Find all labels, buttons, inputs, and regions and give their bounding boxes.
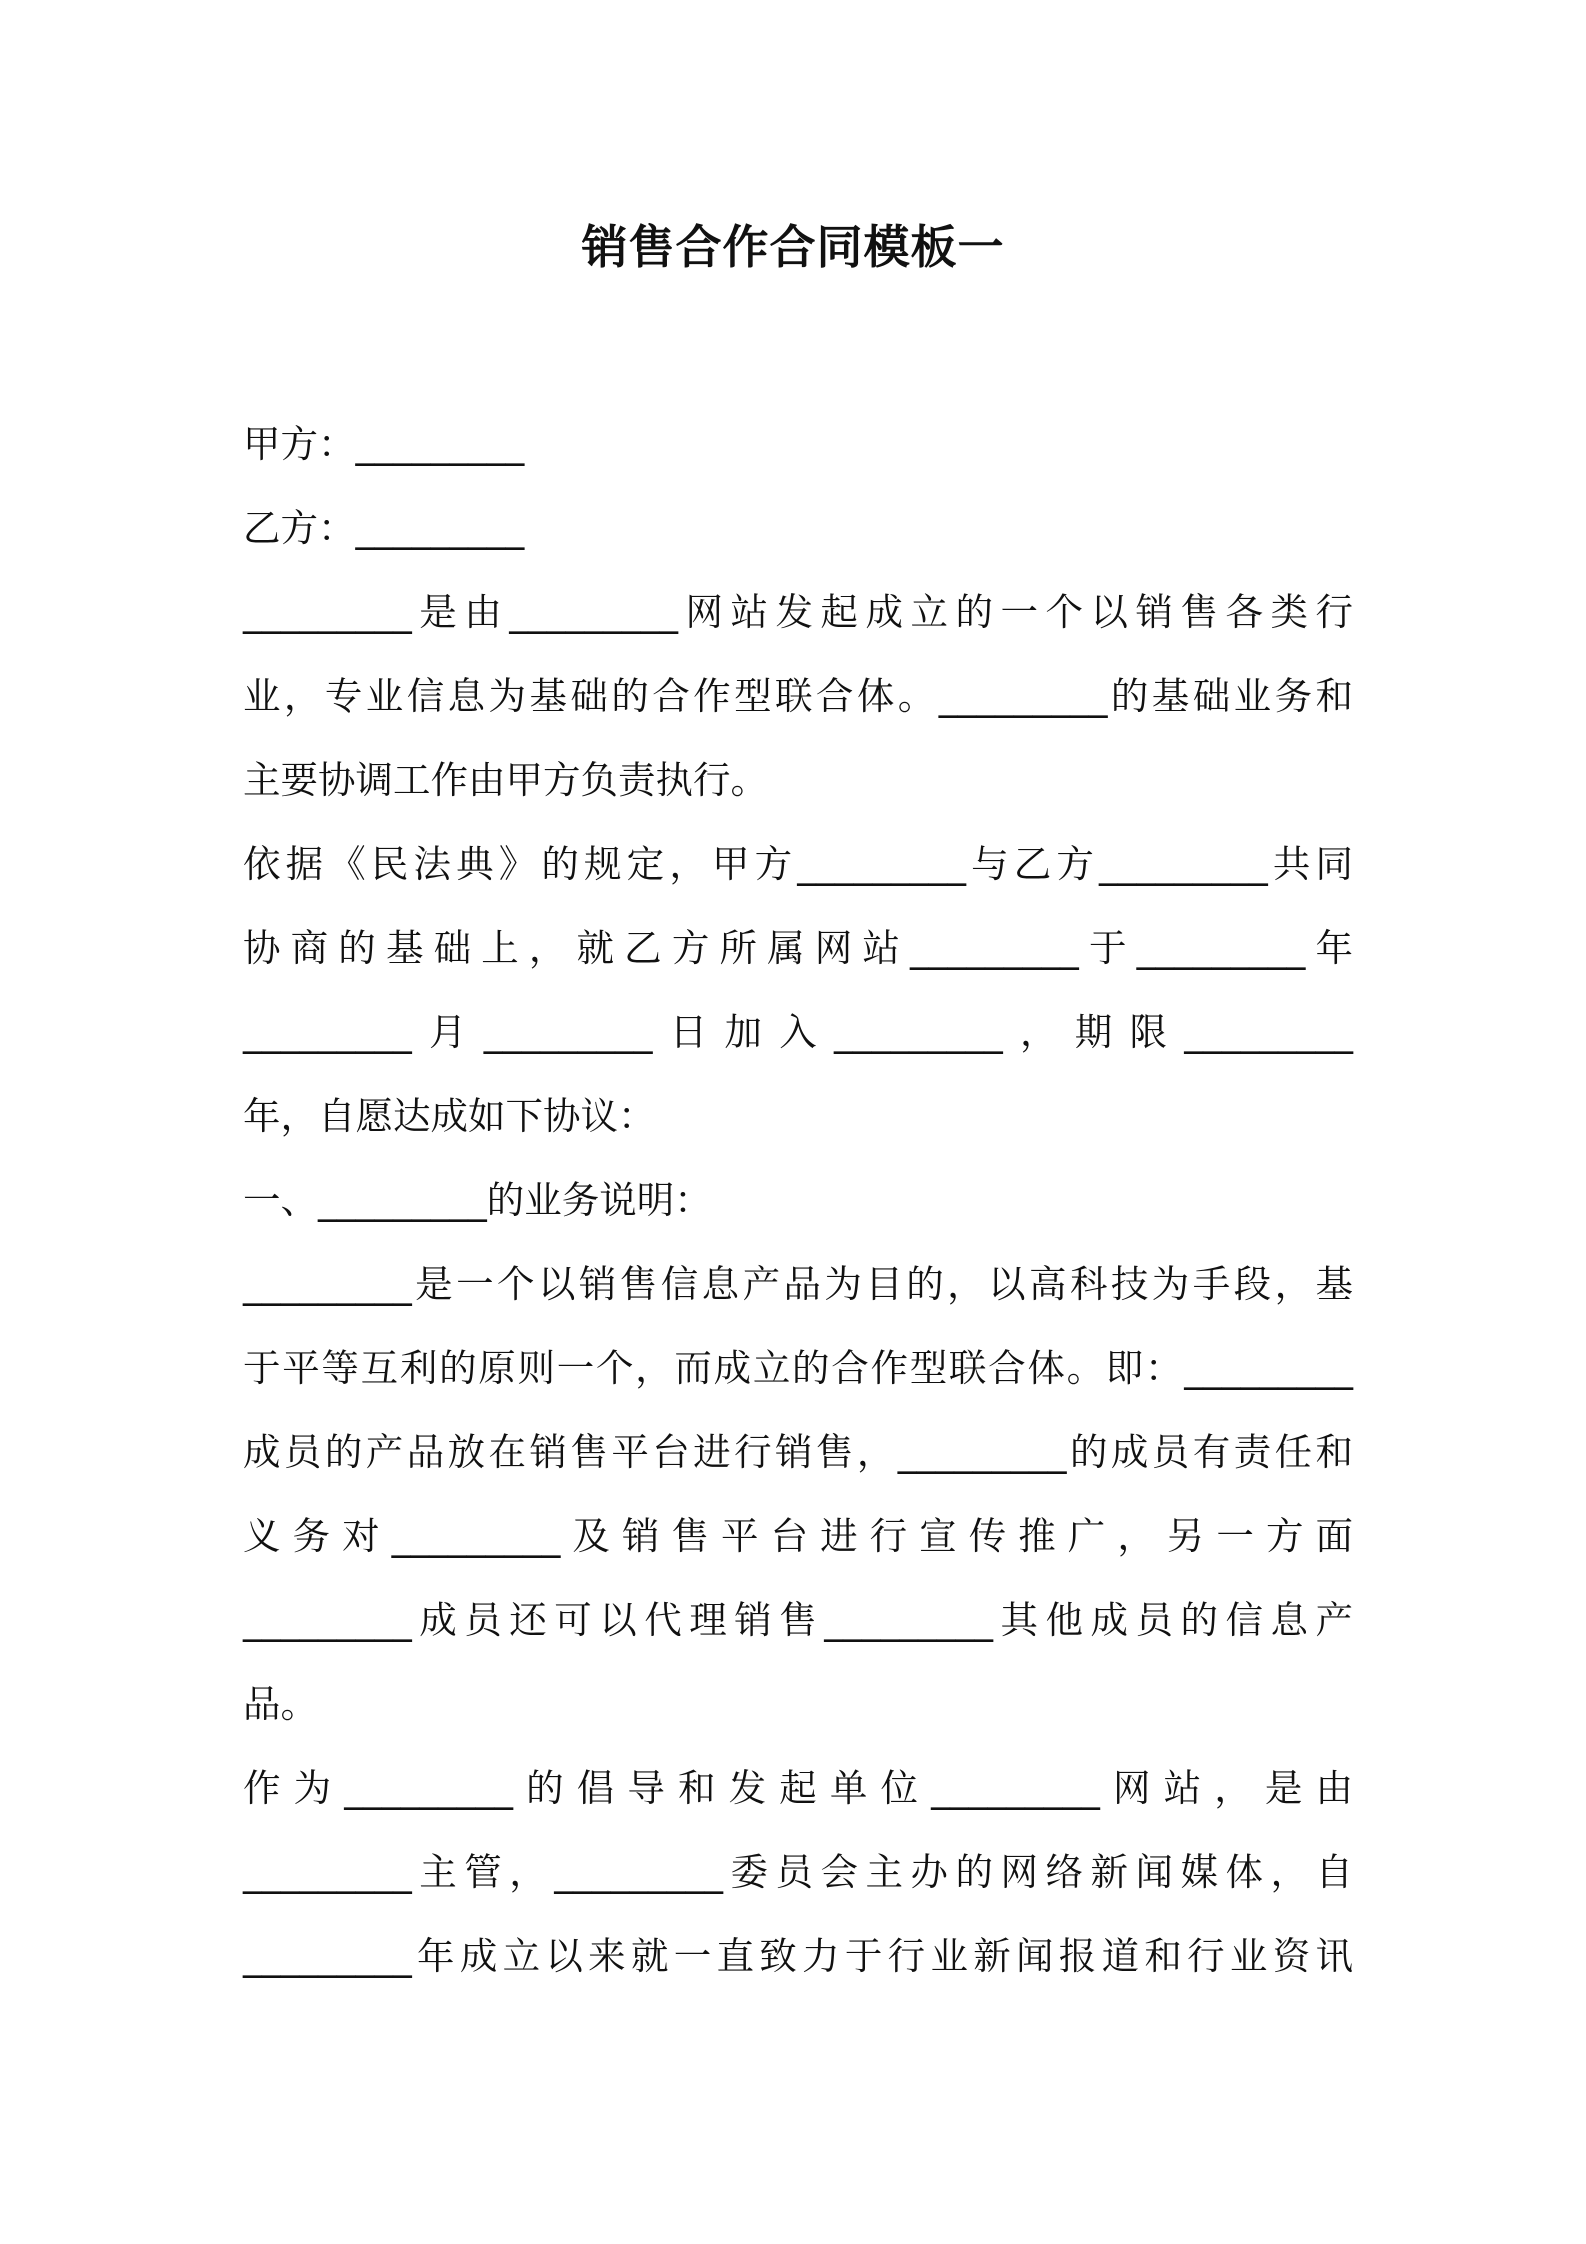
body-line: 品。 (243, 1682, 318, 1726)
body-line: 义务对_________及销售平台进行宣传推广，另一方面 (243, 1514, 1353, 1558)
body-line: _________是一个以销售信息产品为目的，以高科技为手段，基 (243, 1262, 1353, 1306)
party-a-line: 甲方：_________ (243, 422, 525, 466)
body-line: 于平等互利的原则一个，而成立的合作型联合体。即：_________ (243, 1346, 1353, 1390)
body-line: _________成员还可以代理销售_________其他成员的信息产 (243, 1598, 1353, 1642)
document-title: 销售合作合同模板一 (581, 220, 1005, 274)
body-line: 主要协调工作由甲方负责执行。 (243, 758, 768, 802)
section-heading: 一、_________的业务说明： (243, 1178, 712, 1222)
contract-body (243, 402, 1353, 1998)
body-line: _________月_________日加入_________，期限_________ (243, 1010, 1353, 1054)
body-line: 业，专业信息为基础的合作型联合体。_________的基础业务和 (243, 674, 1353, 718)
body-line: _________年成立以来就一直致力于行业新闻报道和行业资讯 (243, 1934, 1353, 1978)
body-line: 成员的产品放在销售平台进行销售，_________的成员有责任和 (243, 1430, 1353, 1474)
body-line: 作为_________的倡导和发起单位_________网站，是由 (243, 1766, 1353, 1810)
body-line: _________主管，_________委员会主办的网络新闻媒体，自 (243, 1850, 1353, 1894)
body-line: 协商的基础上，就乙方所属网站_________于_________年 (243, 926, 1353, 970)
body-line: 依据《民法典》的规定，甲方_________与乙方_________共同 (243, 842, 1353, 886)
body-line: _________是由_________网站发起成立的一个以销售各类行 (243, 590, 1353, 634)
party-b-line: 乙方：_________ (243, 506, 525, 550)
body-line: 年，自愿达成如下协议： (243, 1094, 656, 1138)
